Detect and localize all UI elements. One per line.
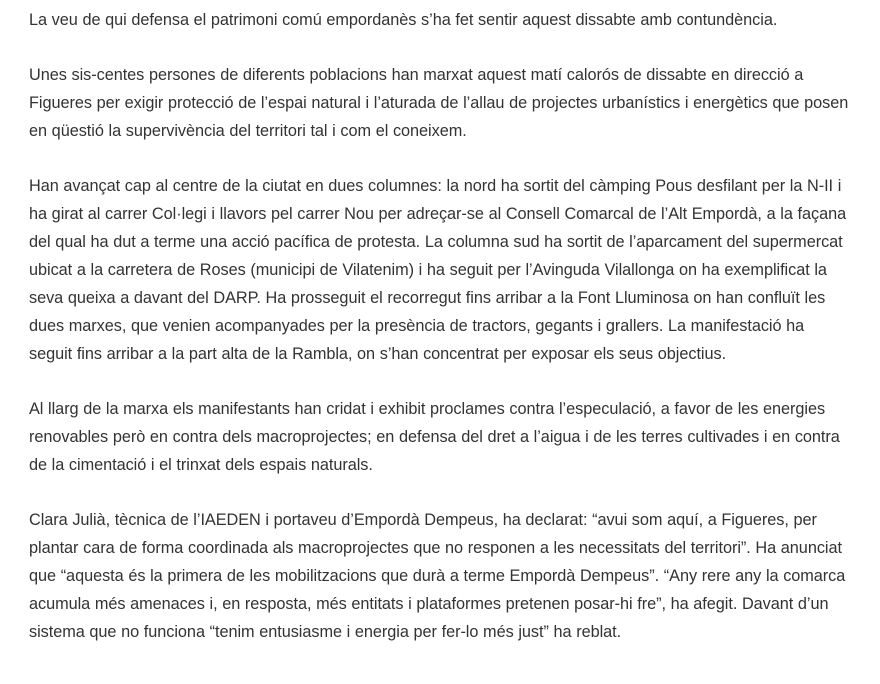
article-paragraph-spokesperson: Clara Julià, tècnica de l’IAEDEN i portaveu d’Empordà Dempeus, ha declarat: “avui som aquí, a Figueres, per plantar cara de forma coordinada als macroprojectes que no responen a les necessitats del territori”. Ha anunciat que “aquesta és la primera de les mobilitzacions que durà a terme Empordà Dempeus”. “Any rere any la comarca acumula més amenaces i, en resposta, més entitats i plataformes pretenen posar-hi fre”, ha afegit. Davant d’un sistema que no funciona “tenim entusiasme i energia per fer-lo més just” ha reblat. xyxy=(29,511,846,641)
article-paragraph-proclamations: Al llarg de la marxa els manifestants han cridat i exhibit proclames contra l’especulació, a favor de les energies renovables però en contra dels macroprojectes; en defensa del dret a l’aigua i de les terres cultivades i en contra de la cimentació i el trinxat dels espais naturals. xyxy=(29,400,840,474)
article-paragraph-march: Unes sis-centes persones de diferents poblacions han marxat aquest matí calorós de dissabte en direcció a Figueres per exigir protecció de l’espai natural i l’aturada de l’allau de projectes urbanístics i energètics que posen en qüestió la supervivència del territori tal i com el coneixem. xyxy=(29,66,849,140)
article-paragraph-intro: La veu de qui defensa el patrimoni comú empordanès s’ha fet sentir aquest dissabte amb contundència. xyxy=(29,11,778,29)
article-paragraph-route: Han avançat cap al centre de la ciutat en dues columnes: la nord ha sortit del càmping Pous desfilant per la N-II i ha girat al carrer Col·legi i llavors pel carrer Nou per adreçar-se al Consell Comarcal de l’Alt Empordà, a la façana del qual ha dut a terme una acció pacífica de protesta. La columna sud ha sortit de l’aparcament del supermercat ubicat a la carretera de Roses (municipi de Vilatenim) i ha seguit per l’Avinguda Vilallonga on ha exemplificat la seva queixa a davant del DARP. Ha prosseguit el recorregut fins arribar a la Font Lluminosa on han confluït les dues marxes, que venien acompanyades per la presència de tractors, gegants i grallers. La manifestació ha seguit fins arribar a la part alta de la Rambla, on s’han concentrat per exposar els seus objectius. xyxy=(29,177,847,363)
